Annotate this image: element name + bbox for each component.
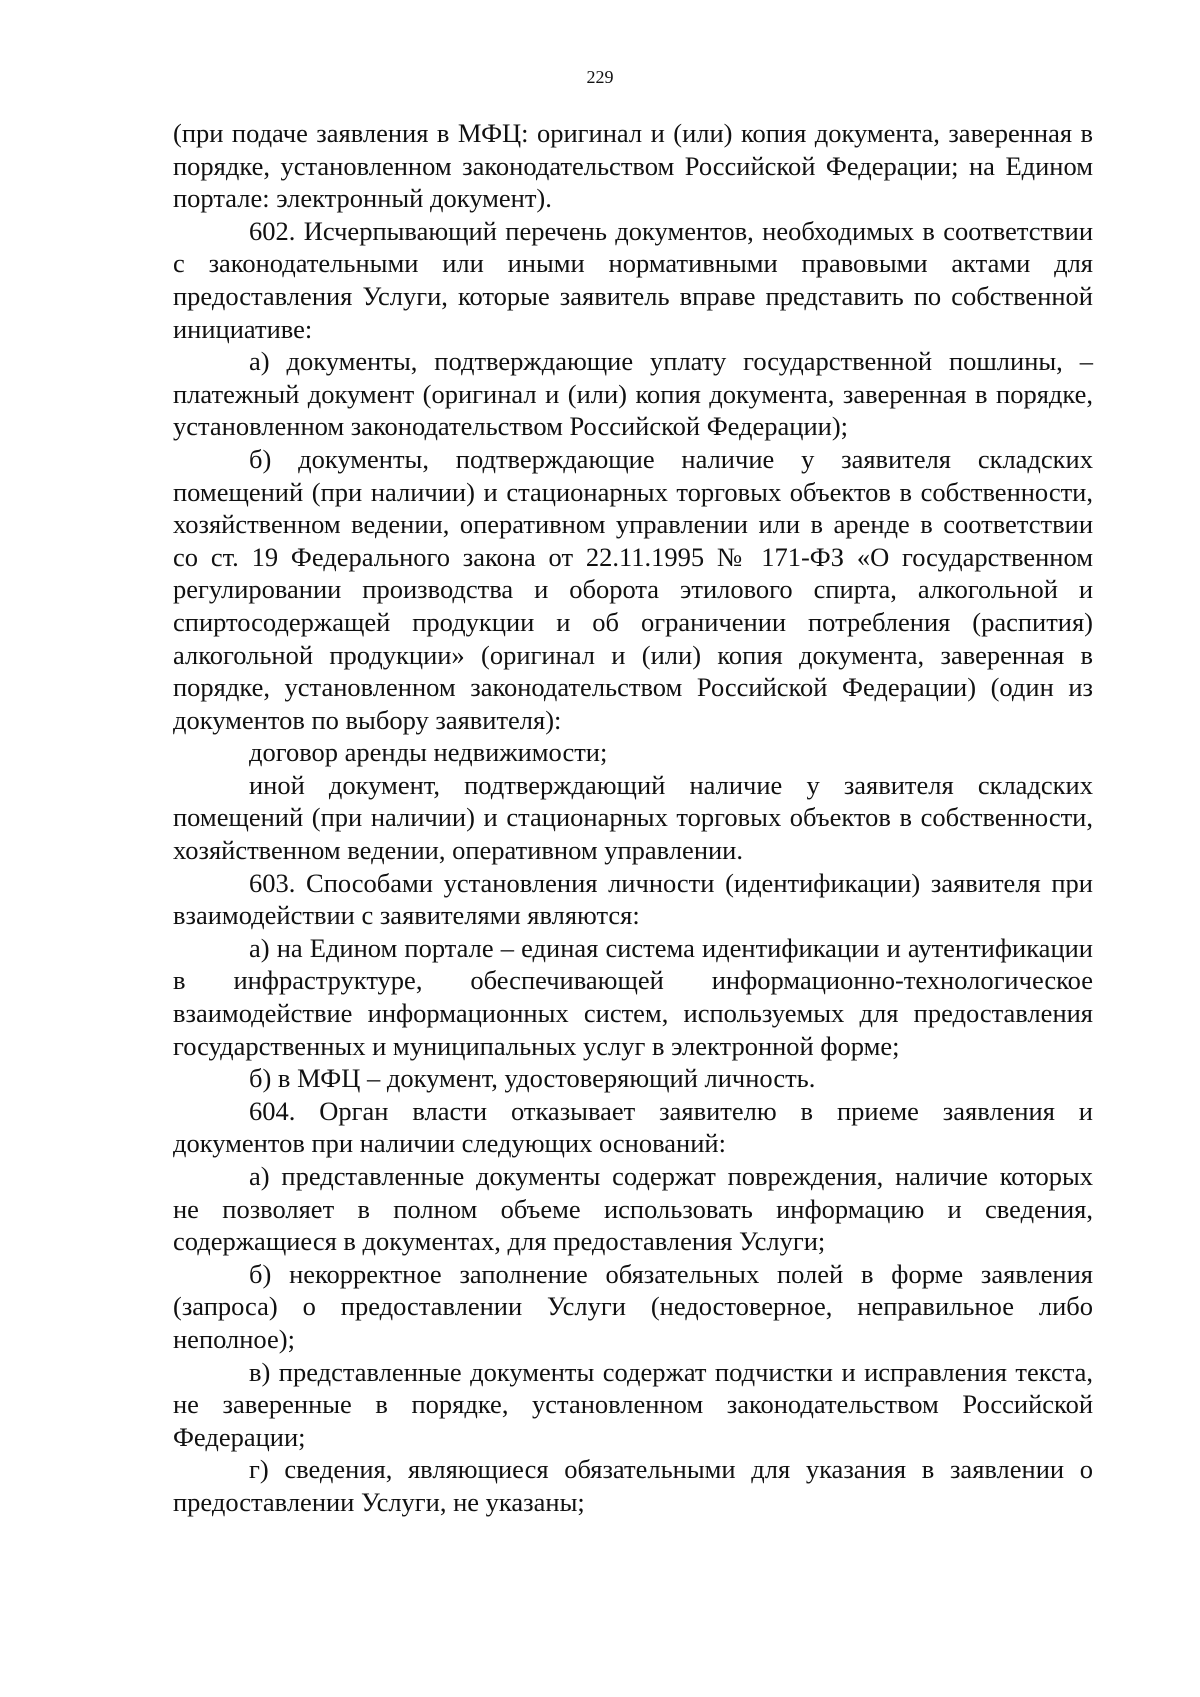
paragraph: г) сведения, являющиеся обязательными для указания в заявлении о предоставлении Услуги, не указаны; [173, 1454, 1093, 1517]
paragraph: б) некорректное заполнение обязательных полей в форме заявления (запроса) о предоставлении Услуги (недостоверное, неправильное либо неполное); [173, 1258, 1093, 1354]
paragraph: а) представленные документы содержат повреждения, наличие которых не позволяет в полном объеме использовать информацию и сведения, содержащиеся в документах, для предоставления Услуги; [173, 1161, 1093, 1257]
paragraph: 602. Исчерпывающий перечень документов, необходимых в соответствии с законодательными или иными нормативными правовыми актами для предоставления Услуги, которые заявитель вправе представить по собственной инициативе: [173, 215, 1093, 344]
paragraph: 603. Способами установления личности (идентификации) заявителя при взаимодействии с заявителями являются: [173, 867, 1093, 931]
paragraph: 604. Орган власти отказывает заявителю в приеме заявления и документов при наличии следующих оснований: [173, 1095, 1093, 1159]
paragraph: б) в МФЦ – документ, удостоверяющий личность. [249, 1063, 816, 1094]
paragraph: б) документы, подтверждающие наличие у заявителя складских помещений (при наличии) и стационарных торговых объектов в собственности, хозяйственном ведении, оперативном управлении или в аренде в соответствии со ст. 19 Федерального закона от 22.11.1995 № 171-ФЗ «О государственном регулировании производства и оборота этилового спирта, алкогольной и спиртосодержащей продукции и об ограничении потребления (распития) алкогольной продукции» (оригинал и (или) копия документа, заверенная в порядке, установленном законодательством Российской Федерации) (один из документов по выбору заявителя): [173, 443, 1093, 735]
page-number: 229 [586, 67, 614, 87]
page-body [173, 117, 1093, 1519]
paragraph: а) на Едином портале – единая система идентификации и аутентификации в инфраструктуре, обеспечивающей информационно-технологическое взаимодействие информационных систем, используемых для предоставления государственных и муниципальных услуг в электронной форме; [173, 932, 1093, 1061]
paragraph: (при подаче заявления в МФЦ: оригинал и (или) копия документа, заверенная в порядке, установленном законодательством Российской Федерации; на Едином портале: электронный документ). [173, 118, 1093, 214]
paragraph: а) документы, подтверждающие уплату государственной пошлины, – платежный документ (оригинал и (или) копия документа, заверенная в порядке, установленном законодательством Российской Федерации); [173, 346, 1093, 442]
paragraph: иной документ, подтверждающий наличие у заявителя складских помещений (при наличии) и стационарных торговых объектов в собственности, хозяйственном ведении, оперативном управлении. [173, 769, 1093, 866]
paragraph: в) представленные документы содержат подчистки и исправления текста, не заверенные в порядке, установленном законодательством Российской Федерации; [173, 1356, 1093, 1452]
paragraph: договор аренды недвижимости; [249, 737, 608, 768]
